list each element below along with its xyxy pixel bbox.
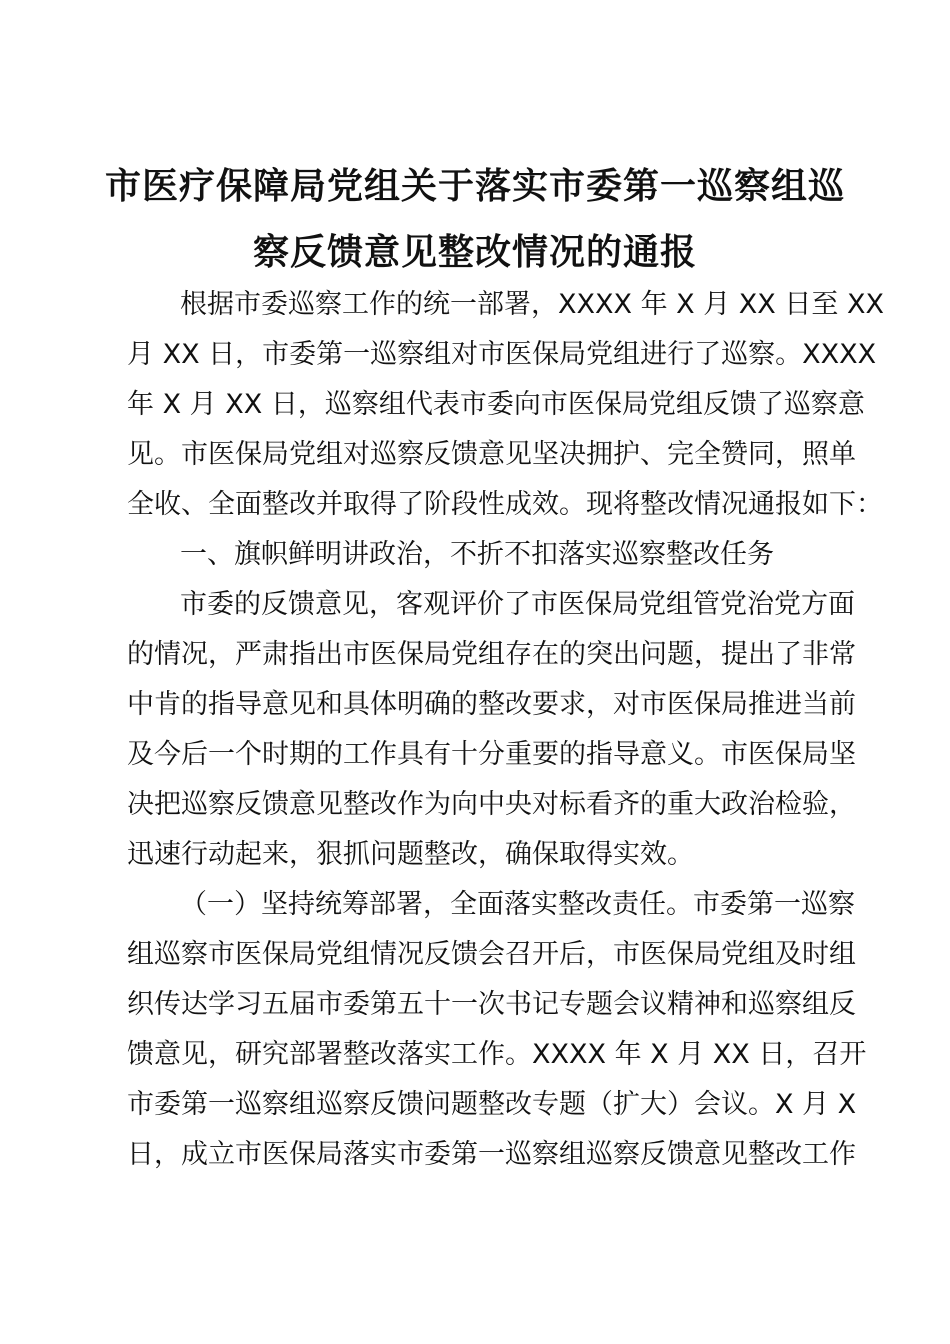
paragraph-line: 馈意见，研究部署整改落实工作。XXXX 年 X 月 XX 日，召开: [127, 1039, 867, 1070]
paragraph-line: 月 XX 日，市委第一巡察组对市医保局党组进行了巡察。XXXX: [127, 339, 877, 370]
paragraph-line: 见。市医保局党组对巡察反馈意见坚决拥护、完全赞同，照单: [127, 439, 856, 470]
paragraph-line: 的情况，严肃指出市医保局党组存在的突出问题，提出了非常: [127, 639, 856, 670]
section-heading: 一、旗帜鲜明讲政治，不折不扣落实巡察整改任务: [180, 539, 774, 570]
paragraph-line: 决把巡察反馈意见整改作为向中央对标看齐的重大政治检验，: [127, 789, 856, 820]
paragraph-line: 年 X 月 XX 日，巡察组代表市委向市医保局党组反馈了巡察意: [127, 389, 865, 420]
paragraph-line: 迅速行动起来，狠抓问题整改，确保取得实效。: [127, 839, 694, 870]
document-title-line-2: 察反馈意见整改情况的通报: [252, 232, 697, 273]
paragraph-line: 及今后一个时期的工作具有十分重要的指导意义。市医保局坚: [127, 739, 856, 770]
paragraph-line: 中肯的指导意见和具体明确的整改要求，对市医保局推进当前: [127, 689, 856, 720]
paragraph-line: 市委第一巡察组巡察反馈问题整改专题（扩大）会议。X 月 X: [127, 1089, 857, 1120]
paragraph-line: 织传达学习五届市委第五十一次书记专题会议精神和巡察组反: [127, 989, 856, 1020]
paragraph-line: 全收、全面整改并取得了阶段性成效。现将整改情况通报如下：: [127, 489, 883, 520]
paragraph-line: 根据市委巡察工作的统一部署，XXXX 年 X 月 XX 日至 XX: [180, 289, 884, 320]
document-title-line-1: 市医疗保障局党组关于落实市委第一巡察组巡: [104, 166, 845, 207]
paragraph-line: 市委的反馈意见，客观评价了市医保局党组管党治党方面: [180, 589, 855, 620]
paragraph-line: 日，成立市医保局落实市委第一巡察组巡察反馈意见整改工作: [127, 1139, 856, 1170]
paragraph-line: （一）坚持统筹部署，全面落实整改责任。市委第一巡察: [180, 889, 855, 920]
paragraph-line: 组巡察市医保局党组情况反馈会召开后，市医保局党组及时组: [127, 939, 856, 970]
